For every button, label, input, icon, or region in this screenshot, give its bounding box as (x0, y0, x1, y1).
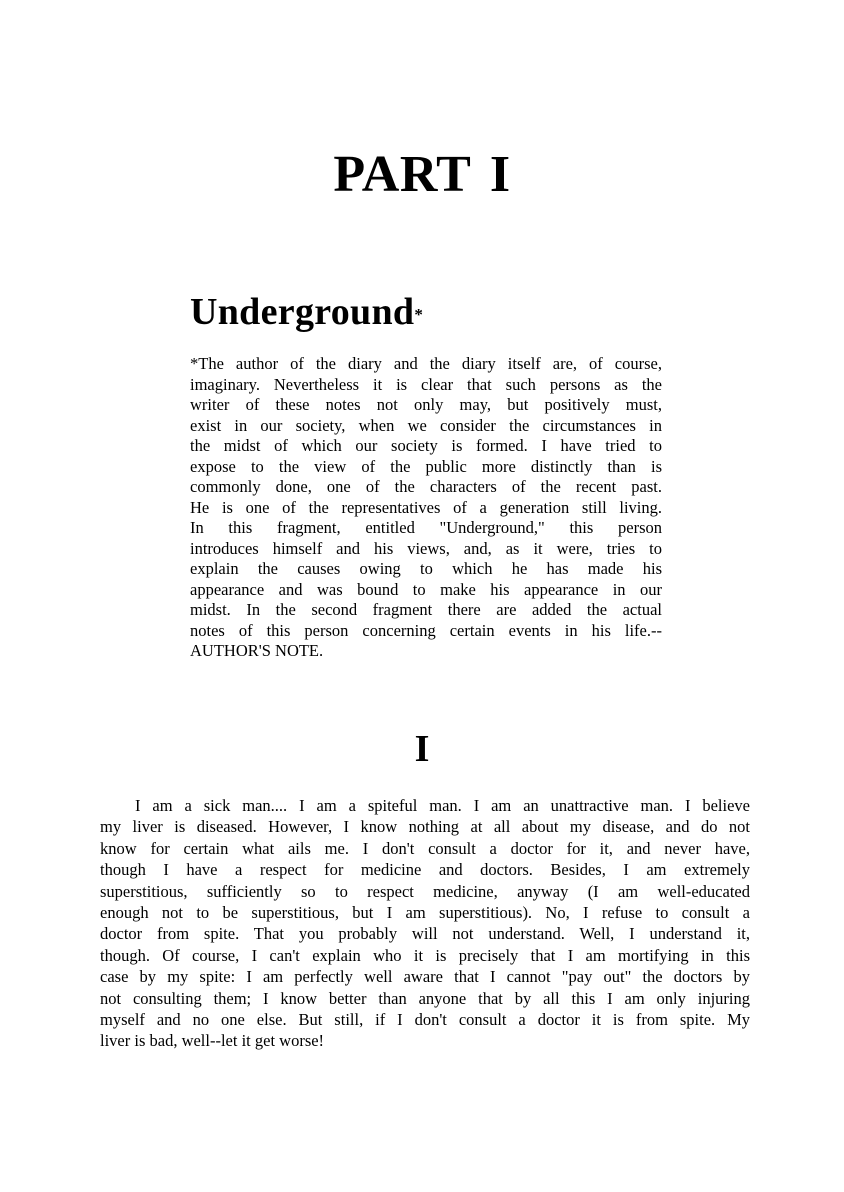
text-line: appearance and was bound to make his appearance in our (190, 579, 662, 599)
text-line: exist in our society, when we consider the circumstances in (190, 415, 662, 435)
text-line: know for certain what ails me. I don't consult a doctor for it, and never have, (100, 838, 750, 858)
text-line: expose to the view of the public more distinctly than is (190, 456, 662, 476)
authors-note-paragraph (190, 354, 662, 662)
text-line: *The author of the diary and the diary itself are, of course, (190, 354, 662, 373)
text-line: notes of this person concerning certain events in his life.-- (190, 620, 662, 640)
text-line: doctor from spite. That you probably will not understand. Well, I understand it, (100, 924, 750, 944)
text-line: explain the causes owing to which he has made his (190, 559, 662, 578)
text-line: though. Of course, I can't explain who it is precisely that I am mortifying in this (100, 945, 750, 965)
text-line: In this fragment, entitled "Underground," this person (190, 518, 662, 537)
text-line: my liver is diseased. However, I know nothing at all about my disease, and do not (100, 817, 750, 837)
text-line: myself and no one else. But still, if I don't consult a doctor it is from spite. My (100, 1010, 750, 1030)
text-line: not consulting them; I know better than anyone that by all this I am only injuring (100, 988, 750, 1008)
text-line: though I have a respect for medicine and doctors. Besides, I am extremely (100, 860, 750, 880)
text-line: He is one of the representatives of a generation still living. (190, 497, 662, 517)
part-title: PART I (333, 146, 511, 203)
text-line: writer of these notes not only may, but positively must, (190, 395, 662, 414)
text-line: introduces himself and his views, and, as it were, tries to (190, 538, 662, 558)
text-line: commonly done, one of the characters of the recent past. (190, 477, 662, 496)
text-line: enough not to be superstitious, but I am superstitious). No, I refuse to consult a (100, 903, 750, 923)
footnote-marker: * (414, 305, 424, 324)
text-line: case by my spite: I am perfectly well aware that I cannot "pay out" the doctors by (100, 967, 750, 987)
text-line: imaginary. Nevertheless it is clear that such persons as the (190, 374, 662, 394)
text-line: AUTHOR'S NOTE. (190, 641, 324, 660)
text-line: the midst of which our society is formed. I have tried to (190, 436, 662, 455)
section-heading: I (414, 728, 430, 770)
text-line: superstitious, sufficiently so to respect medicine, anyway (I am well-educated (100, 881, 750, 901)
text-line: I am a sick man.... I am a spiteful man. I am an unattractive man. I believe (135, 796, 750, 815)
body-paragraph (100, 795, 750, 1052)
chapter-title (190, 290, 423, 337)
text-line: midst. In the second fragment there are added the actual (190, 600, 662, 619)
chapter-title-text: Underground (190, 291, 415, 333)
text-line: liver is bad, well--let it get worse! (100, 1031, 325, 1051)
